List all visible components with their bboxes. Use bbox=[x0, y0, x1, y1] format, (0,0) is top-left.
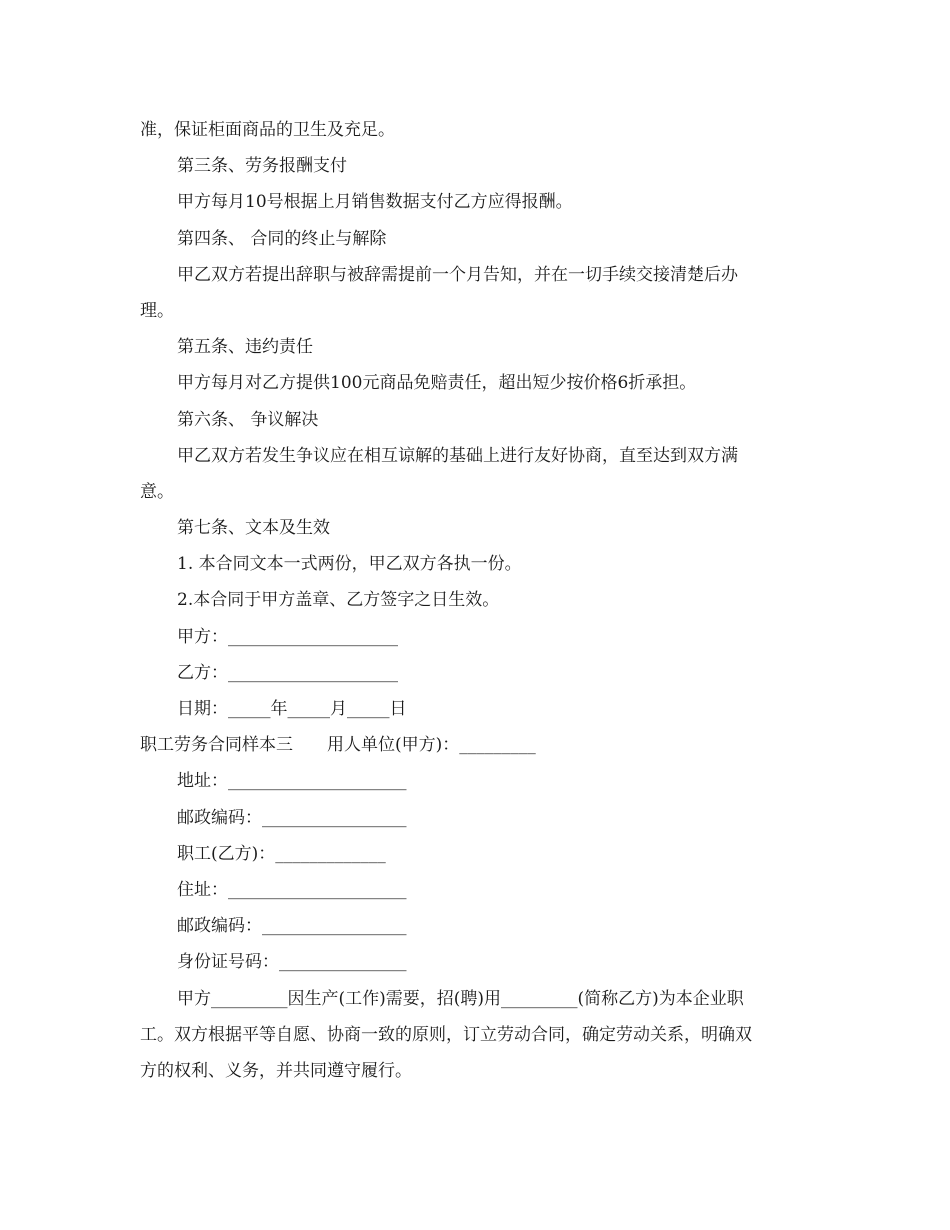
text-line: 甲方每月10号根据上月销售数据支付乙方应得报酬。 bbox=[177, 192, 573, 213]
text-line: 邮政编码：_________________ bbox=[177, 807, 407, 828]
text-line: 第七条、文本及生效 bbox=[177, 518, 330, 539]
text-line: 意。 bbox=[140, 481, 174, 502]
text-line: 理。 bbox=[140, 300, 174, 321]
text-line: 2.本合同于甲方盖章、乙方签字之日生效。 bbox=[177, 590, 500, 611]
document-body bbox=[140, 112, 810, 1089]
text-line: 乙方：____________________ bbox=[177, 662, 398, 683]
text-line: 第四条、 合同的终止与解除 bbox=[177, 228, 387, 249]
text-line: 甲乙双方若发生争议应在相互谅解的基础上进行友好协商，直至达到双方满 bbox=[177, 445, 738, 466]
text-line: 方的权利、义务，并共同遵守履行。 bbox=[140, 1060, 412, 1081]
text-line: 邮政编码：_________________ bbox=[177, 916, 407, 937]
text-line: 第五条、违约责任 bbox=[177, 337, 313, 358]
text-line: 工。双方根据平等自愿、协商一致的原则，订立劳动合同，确定劳动关系，明确双 bbox=[140, 1024, 752, 1045]
text-line: 住址：_____________________ bbox=[177, 879, 407, 900]
text-line: 第六条、 争议解决 bbox=[177, 409, 319, 430]
text-line: 甲方_________因生产(工作)需要，招(聘)用_________(简称乙方)为本企业职 bbox=[177, 988, 744, 1009]
text-line: 职工劳务合同样本三 用人单位(甲方)：_________ bbox=[140, 735, 536, 756]
text-line: 地址：_____________________ bbox=[177, 771, 407, 792]
text-line: 日期：_____年_____月_____日 bbox=[177, 699, 407, 719]
text-line: 身份证号码：_______________ bbox=[177, 952, 407, 973]
text-line: 甲方每月对乙方提供100元商品免赔责任，超出短少按价格6折承担。 bbox=[177, 373, 697, 394]
text-line: 1. 本合同文本一式两份，甲乙双方各执一份。 bbox=[177, 554, 522, 575]
text-line: 第三条、劳务报酬支付 bbox=[177, 156, 347, 177]
text-line: 职工(乙方)：_____________ bbox=[177, 843, 386, 864]
text-line: 准，保证柜面商品的卫生及充足。 bbox=[140, 120, 395, 140]
text-line: 甲方：____________________ bbox=[177, 626, 398, 647]
text-line: 甲乙双方若提出辞职与被辞需提前一个月告知，并在一切手续交接清楚后办 bbox=[177, 264, 738, 285]
